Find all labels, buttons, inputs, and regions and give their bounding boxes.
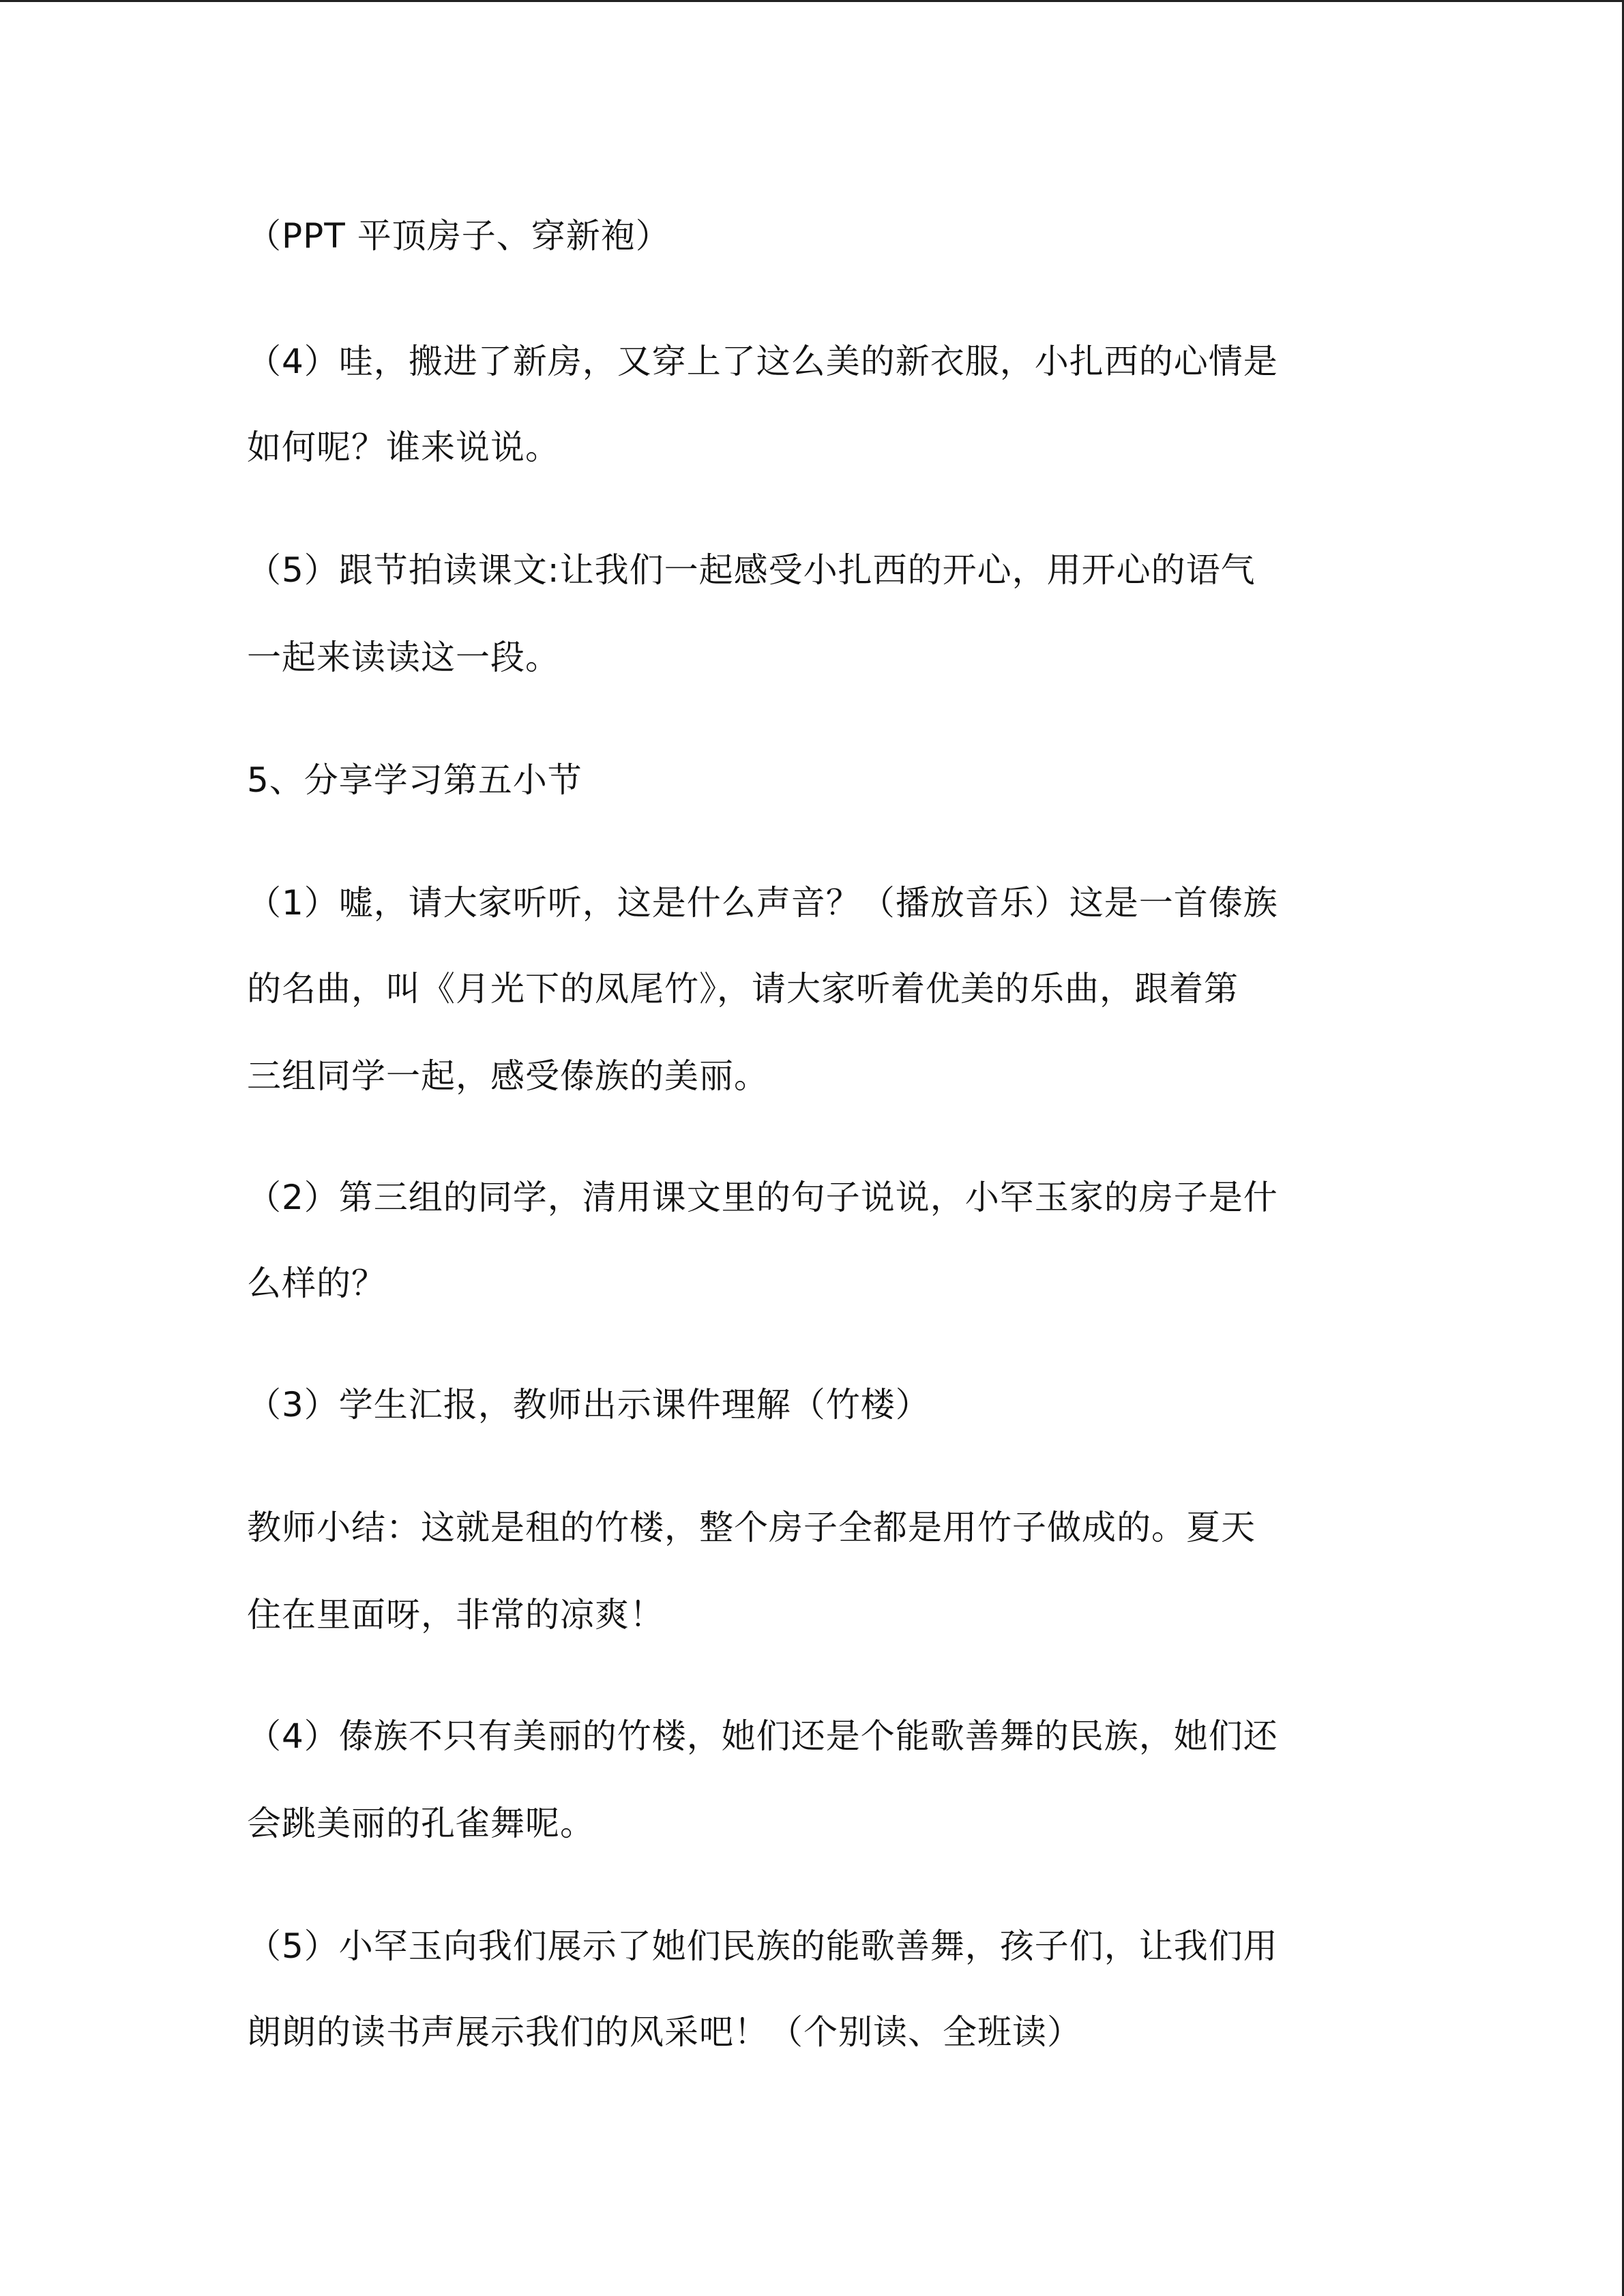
text-line: 么样的？ <box>247 1264 386 1303</box>
text-line: （5）跟节拍读课文:让我们一起感受小扎西的开心，用开心的语气 <box>247 550 1256 590</box>
text-line: （5）小罕玉向我们展示了她们民族的能歌善舞，孩子们，让我们用 <box>247 1926 1278 1966</box>
top-border <box>0 0 1624 2</box>
text-line: 教师小结：这就是租的竹楼，整个房子全都是用竹子做成的。夏天 <box>247 1508 1256 1547</box>
text-line: （2）第三组的同学，清用课文里的句子说说，小罕玉家的房子是什 <box>247 1178 1278 1217</box>
text-line: 朗朗的读书声展示我们的风采吧！（个别读、全班读） <box>247 2012 1082 2052</box>
text-line: （PPT 平顶房子、穿新袍） <box>247 216 670 256</box>
text-line: 三组同学一起，感受傣族的美丽。 <box>247 1056 769 1096</box>
text-line: 住在里面呀，非常的凉爽！ <box>247 1595 664 1635</box>
text-line: （1）嘘，请大家听听，这是什么声音？（播放音乐）这是一首傣族 <box>247 883 1278 923</box>
text-line: 一起来读读这一段。 <box>247 638 560 677</box>
text-line: 会跳美丽的孔雀舞呢。 <box>247 1804 595 1843</box>
text-line: （4）哇，搬进了新房，又穿上了这么美的新衣服，小扎西的心情是 <box>247 342 1278 381</box>
text-line: 如何呢？谁来说说。 <box>247 428 560 467</box>
text-line: （3）学生汇报，教师出示课件理解（竹楼） <box>247 1385 930 1425</box>
text-line: 的名曲，叫《月光下的凤尾竹》，请大家听着优美的乐曲，跟着第 <box>247 969 1239 1009</box>
section-heading: 5、分享学习第五小节 <box>247 760 582 800</box>
text-line: （4）傣族不只有美丽的竹楼，她们还是个能歌善舞的民族，她们还 <box>247 1716 1278 1756</box>
